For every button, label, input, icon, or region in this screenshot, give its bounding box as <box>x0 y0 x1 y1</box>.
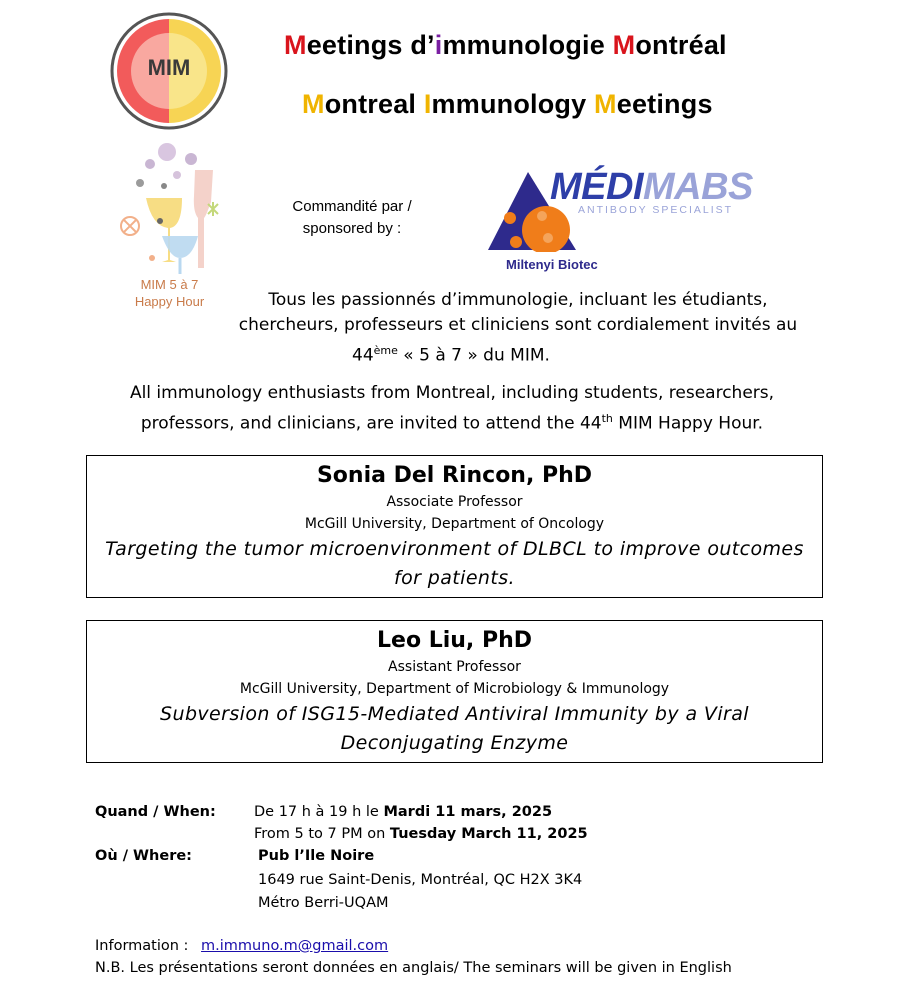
when-fr: De 17 h à 19 h le Mardi 11 mars, 2025 <box>254 804 553 820</box>
talk-title-line2: for patients. <box>394 567 515 589</box>
where-label: Où / Where: <box>95 848 192 864</box>
info-line <box>95 935 388 957</box>
miltenyi-label: Miltenyi Biotec <box>506 257 598 272</box>
happy-hour-line1: MIM 5 à 7 <box>140 277 199 292</box>
speaker-affiliation: McGill University, Department of Microbiology & Immunology <box>239 681 670 697</box>
info-label: Information : <box>95 938 189 954</box>
sponsor-label <box>272 196 432 240</box>
title-fr: Meetings d’immunologie Montréal <box>284 30 727 60</box>
happy-hour-line2: Happy Hour <box>134 294 205 309</box>
invite-en <box>100 381 804 437</box>
happy-hour-logo <box>112 140 232 315</box>
medimabs-brand: MÉDIMABS <box>550 166 753 208</box>
talk-title-line1: Subversion of ISG15-Mediated Antiviral Immunity by a Viral <box>160 703 749 725</box>
speaker-role: Associate Professor <box>386 494 523 510</box>
speaker-name: Sonia Del Rincon, PhD <box>316 463 593 488</box>
metro: Métro Berri-UQAM <box>258 895 389 911</box>
address: 1649 rue Saint-Denis, Montréal, QC H2X 3K4 <box>258 872 583 888</box>
venue: Pub l’Ile Noire <box>258 848 375 864</box>
talk-title-line1: Targeting the tumor microenvironment of DLBCL to improve outcomes <box>105 538 804 560</box>
speaker-card <box>86 455 823 598</box>
sponsor-label-en: sponsored by : <box>302 220 402 237</box>
glasses-icon <box>112 140 232 280</box>
speaker-affiliation: McGill University, Department of Oncology <box>304 516 605 532</box>
invite-fr <box>228 288 808 338</box>
speaker-name: Leo Liu, PhD <box>377 628 532 653</box>
mim-logo <box>109 11 229 131</box>
when-en: From 5 to 7 PM on Tuesday March 11, 2025 <box>254 826 588 842</box>
speaker-role: Assistant Professor <box>388 659 521 675</box>
language-note: N.B. Les présentations seront données en anglais/ The seminars will be given in English <box>95 960 732 976</box>
email-link[interactable]: m.immuno.m@gmail.com <box>201 938 389 954</box>
medimabs-tagline: ANTIBODY SPECIALIST <box>578 204 734 216</box>
invite-en-line1: All immunology enthusiasts from Montreal, including students, researchers, <box>129 383 775 403</box>
sponsor-label-fr: Commandité par / <box>292 198 412 215</box>
speaker-card <box>86 620 823 763</box>
when-label: Quand / When: <box>95 804 216 820</box>
medimabs-logo <box>486 168 776 278</box>
talk-title-line2: Deconjugating Enzyme <box>340 732 569 754</box>
invite-en-line2: professors, and clinicians, are invited to attend the 44th MIM Happy Hour. <box>140 412 764 434</box>
invite-fr-line3: 44ème « 5 à 7 » du MIM. <box>352 344 550 366</box>
invite-fr-line1: Tous les passionnés d’immunologie, incluant les étudiants, <box>268 290 768 310</box>
mim-logo-text: MIM <box>147 55 191 80</box>
title-en: Montreal Immunology Meetings <box>302 89 713 119</box>
invite-fr-line2: chercheurs, professeurs et cliniciens sont cordialement invités au <box>238 315 798 335</box>
